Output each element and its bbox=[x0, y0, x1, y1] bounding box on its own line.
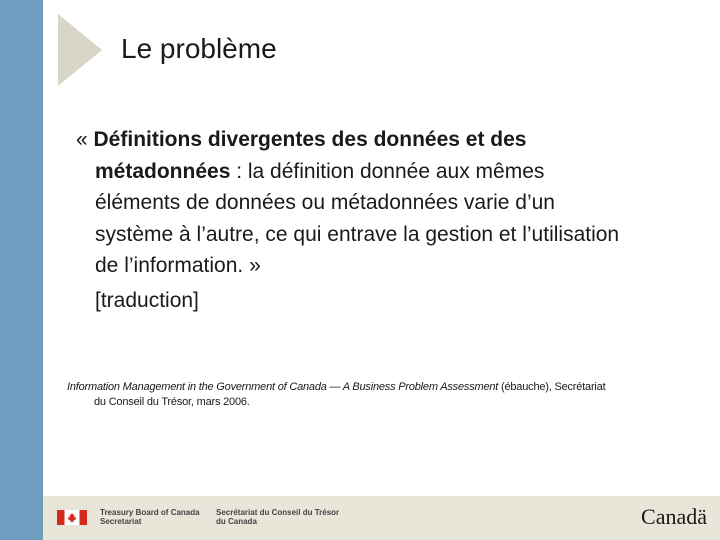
quote-text: : la définition donnée aux mêmes bbox=[230, 159, 545, 183]
quote-line-1 bbox=[76, 124, 701, 156]
quote-bold-term: métadonnées bbox=[95, 159, 231, 183]
wordmark-en-line-2: Secretariat bbox=[100, 516, 142, 526]
canada-flag-icon bbox=[57, 510, 87, 525]
wordmark-french bbox=[216, 509, 339, 526]
quote-line-3: éléments de données ou métadonnées varie d’un bbox=[95, 191, 555, 214]
open-quote-mark: « bbox=[76, 128, 94, 151]
citation-title: Information Management in the Government of Canada — A Business Problem Assessment bbox=[67, 381, 499, 393]
translation-note: [traduction] bbox=[95, 288, 199, 312]
citation-text: (ébauche), Secrétariat bbox=[498, 381, 606, 393]
left-accent-bar bbox=[0, 0, 43, 540]
chevron-arrow-decoration bbox=[58, 14, 102, 86]
quote-block bbox=[76, 124, 701, 316]
quote-line-2 bbox=[76, 156, 701, 188]
slide-title: Le problème bbox=[121, 33, 277, 64]
quote-line-4: système à l’autre, ce qui entrave la gestion et l’utilisation bbox=[95, 222, 620, 246]
quote-bold-text: Définitions divergentes des données et des bbox=[93, 128, 527, 151]
wordmark-fr-line-1: Secrétariat du Conseil du Trésor bbox=[216, 508, 340, 517]
wordmark-en-line-1: Treasury Board of Canada bbox=[100, 508, 200, 517]
citation-line-2: du Conseil du Trésor, mars 2006. bbox=[94, 396, 250, 408]
canada-wordmark: Canadä bbox=[641, 504, 707, 529]
wordmark-fr-line-2: du Canada bbox=[216, 516, 257, 526]
citation-line-1 bbox=[67, 380, 697, 395]
wordmark-english bbox=[100, 509, 200, 526]
footer-bar bbox=[43, 496, 720, 540]
quote-line-5: de l’information. » bbox=[95, 254, 261, 277]
citation-block bbox=[67, 380, 697, 410]
